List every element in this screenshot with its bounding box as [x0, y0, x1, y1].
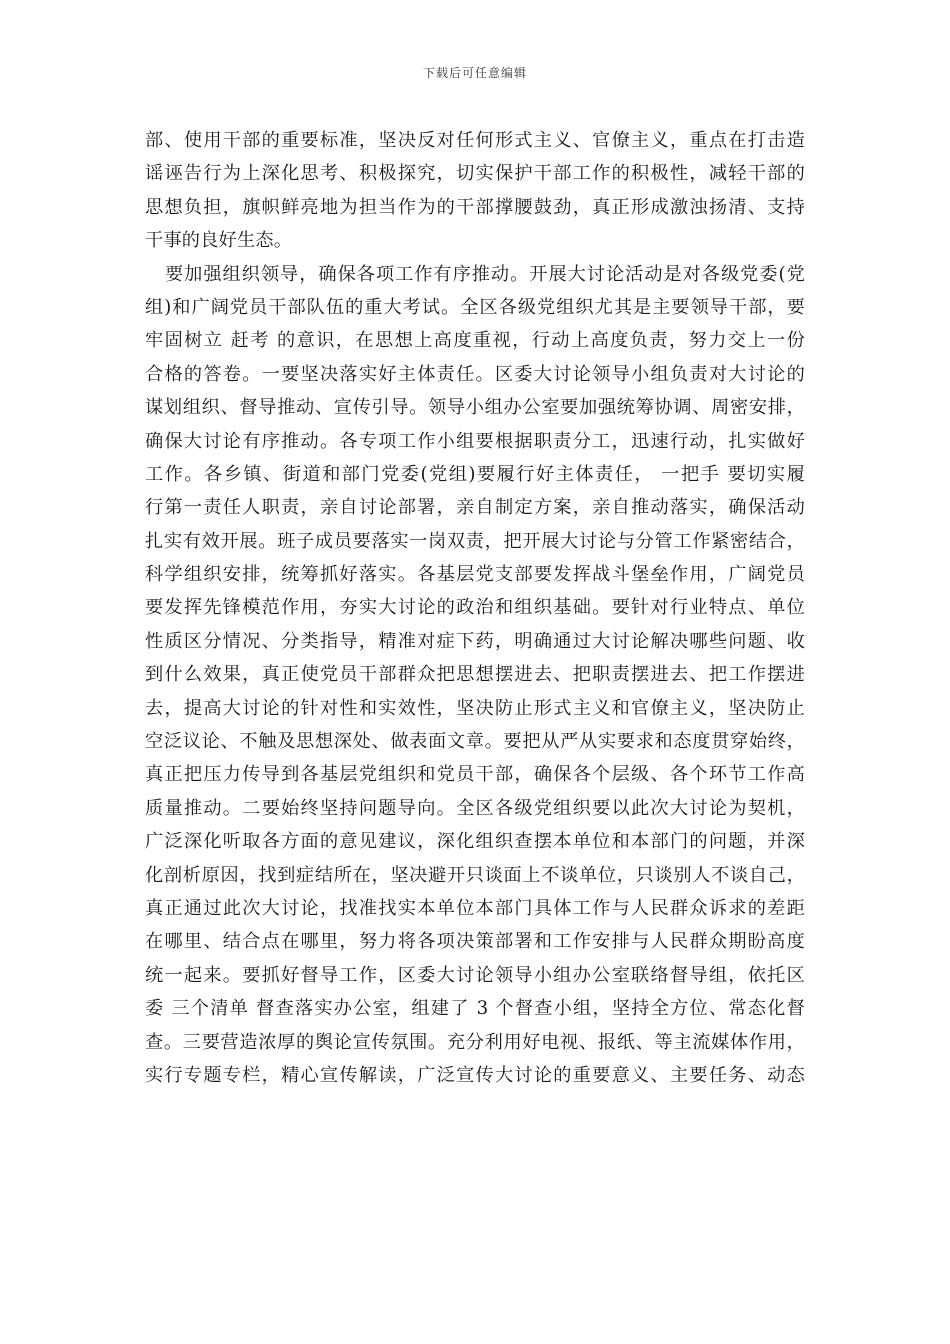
text-line: 真正通过此次大讨论，找准找实本单位本部门具体工作与人民群众诉求的差距 [145, 897, 805, 919]
text-line: 广泛深化听取各方面的意见建议，深化组织查摆本单位和本部门的问题，并深 [145, 831, 805, 853]
text-line: 谋划组织、督导推动、宣传引导。领导小组办公室要加强统筹协调、周密安排， [145, 397, 805, 419]
text-line: 工作。各乡镇、街道和部门党委(党组)要履行好主体责任， 一把手 要切实履 [145, 463, 805, 485]
text-line: 部、使用干部的重要标准，坚决反对任何形式主义、官僚主义，重点在打击造 [145, 130, 805, 151]
text-line: 委 三个清单 督查落实办公室，组建了 3 个督查小组，坚持全方位、常态化督 [145, 998, 805, 1020]
text-line: 统一起来。要抓好督导工作，区委大讨论领导小组办公室联络督导组，依托区 [145, 964, 805, 986]
text-line: 牢固树立 赶考 的意识，在思想上高度重视，行动上高度负责，努力交上一份 [145, 330, 805, 352]
text-line: 性质区分情况、分类指导，精准对症下药，明确通过大讨论解决哪些问题、收 [145, 630, 805, 652]
text-line: 去，提高大讨论的针对性和实效性，坚决防止形式主义和官僚主义，坚决防止 [145, 697, 805, 719]
text-line: 真正把压力传导到各基层党组织和党员干部，确保各个层级、各个环节工作高 [145, 764, 805, 786]
text-line: 在哪里、结合点在哪里，努力将各项决策部署和工作安排与人民群众期盼高度 [145, 931, 805, 953]
text-line: 实行专题专栏，精心宣传解读，广泛宣传大讨论的重要意义、主要任务、动态 [145, 1064, 805, 1086]
text-line: 查。三要营造浓厚的舆论宣传氛围。充分利用好电视、报纸、等主流媒体作用， [145, 1031, 805, 1053]
text-line: 质量推动。二要始终坚持问题导向。全区各级党组织要以此次大讨论为契机， [145, 797, 805, 819]
text-line: 思想负担，旗帜鲜亮地为担当作为的干部撑腰鼓劲，真正形成激浊扬清、支持 [145, 196, 805, 218]
document-body [145, 124, 805, 1092]
page-header: 下载后可任意编辑 [422, 66, 527, 80]
text-line: 确保大讨论有序推动。各专项工作小组要根据职责分工，迅速行动，扎实做好 [145, 430, 805, 452]
text-line: 扎实有效开展。班子成员要落实一岗双责，把开展大讨论与分管工作紧密结合， [145, 530, 805, 552]
text-line: 空泛议论、不触及思想深处、做表面文章。要把从严从实要求和态度贯穿始终， [145, 731, 805, 753]
text-line: 行第一责任人职责，亲自讨论部署，亲自制定方案，亲自推动落实，确保活动 [145, 497, 805, 519]
text-line: 干事的良好生态。 [145, 230, 293, 252]
text-line: 要发挥先锋模范作用，夯实大讨论的政治和组织基础。要针对行业特点、单位 [145, 597, 805, 619]
paragraph-start-line: 要加强组织领导，确保各项工作有序推动。开展大讨论活动是对各级党委(党 [165, 263, 805, 285]
text-line: 化剖析原因，找到症结所在，坚决避开只谈面上不谈单位，只谈别人不谈自己， [145, 864, 805, 886]
text-line: 谣诬告行为上深化思考、积极探究，切实保护干部工作的积极性，减轻干部的 [145, 163, 805, 185]
text-line: 到什么效果，真正使党员干部群众把思想摆进去、把职责摆进去、把工作摆进 [145, 664, 805, 686]
text-line: 组)和广阔党员干部队伍的重大考试。全区各级党组织尤其是主要领导干部，要 [145, 296, 805, 318]
text-line: 合格的答卷。一要坚决落实好主体责任。区委大讨论领导小组负责对大讨论的 [145, 363, 805, 385]
text-line: 科学组织安排，统筹抓好落实。各基层党支部要发挥战斗堡垒作用，广阔党员 [145, 564, 805, 586]
